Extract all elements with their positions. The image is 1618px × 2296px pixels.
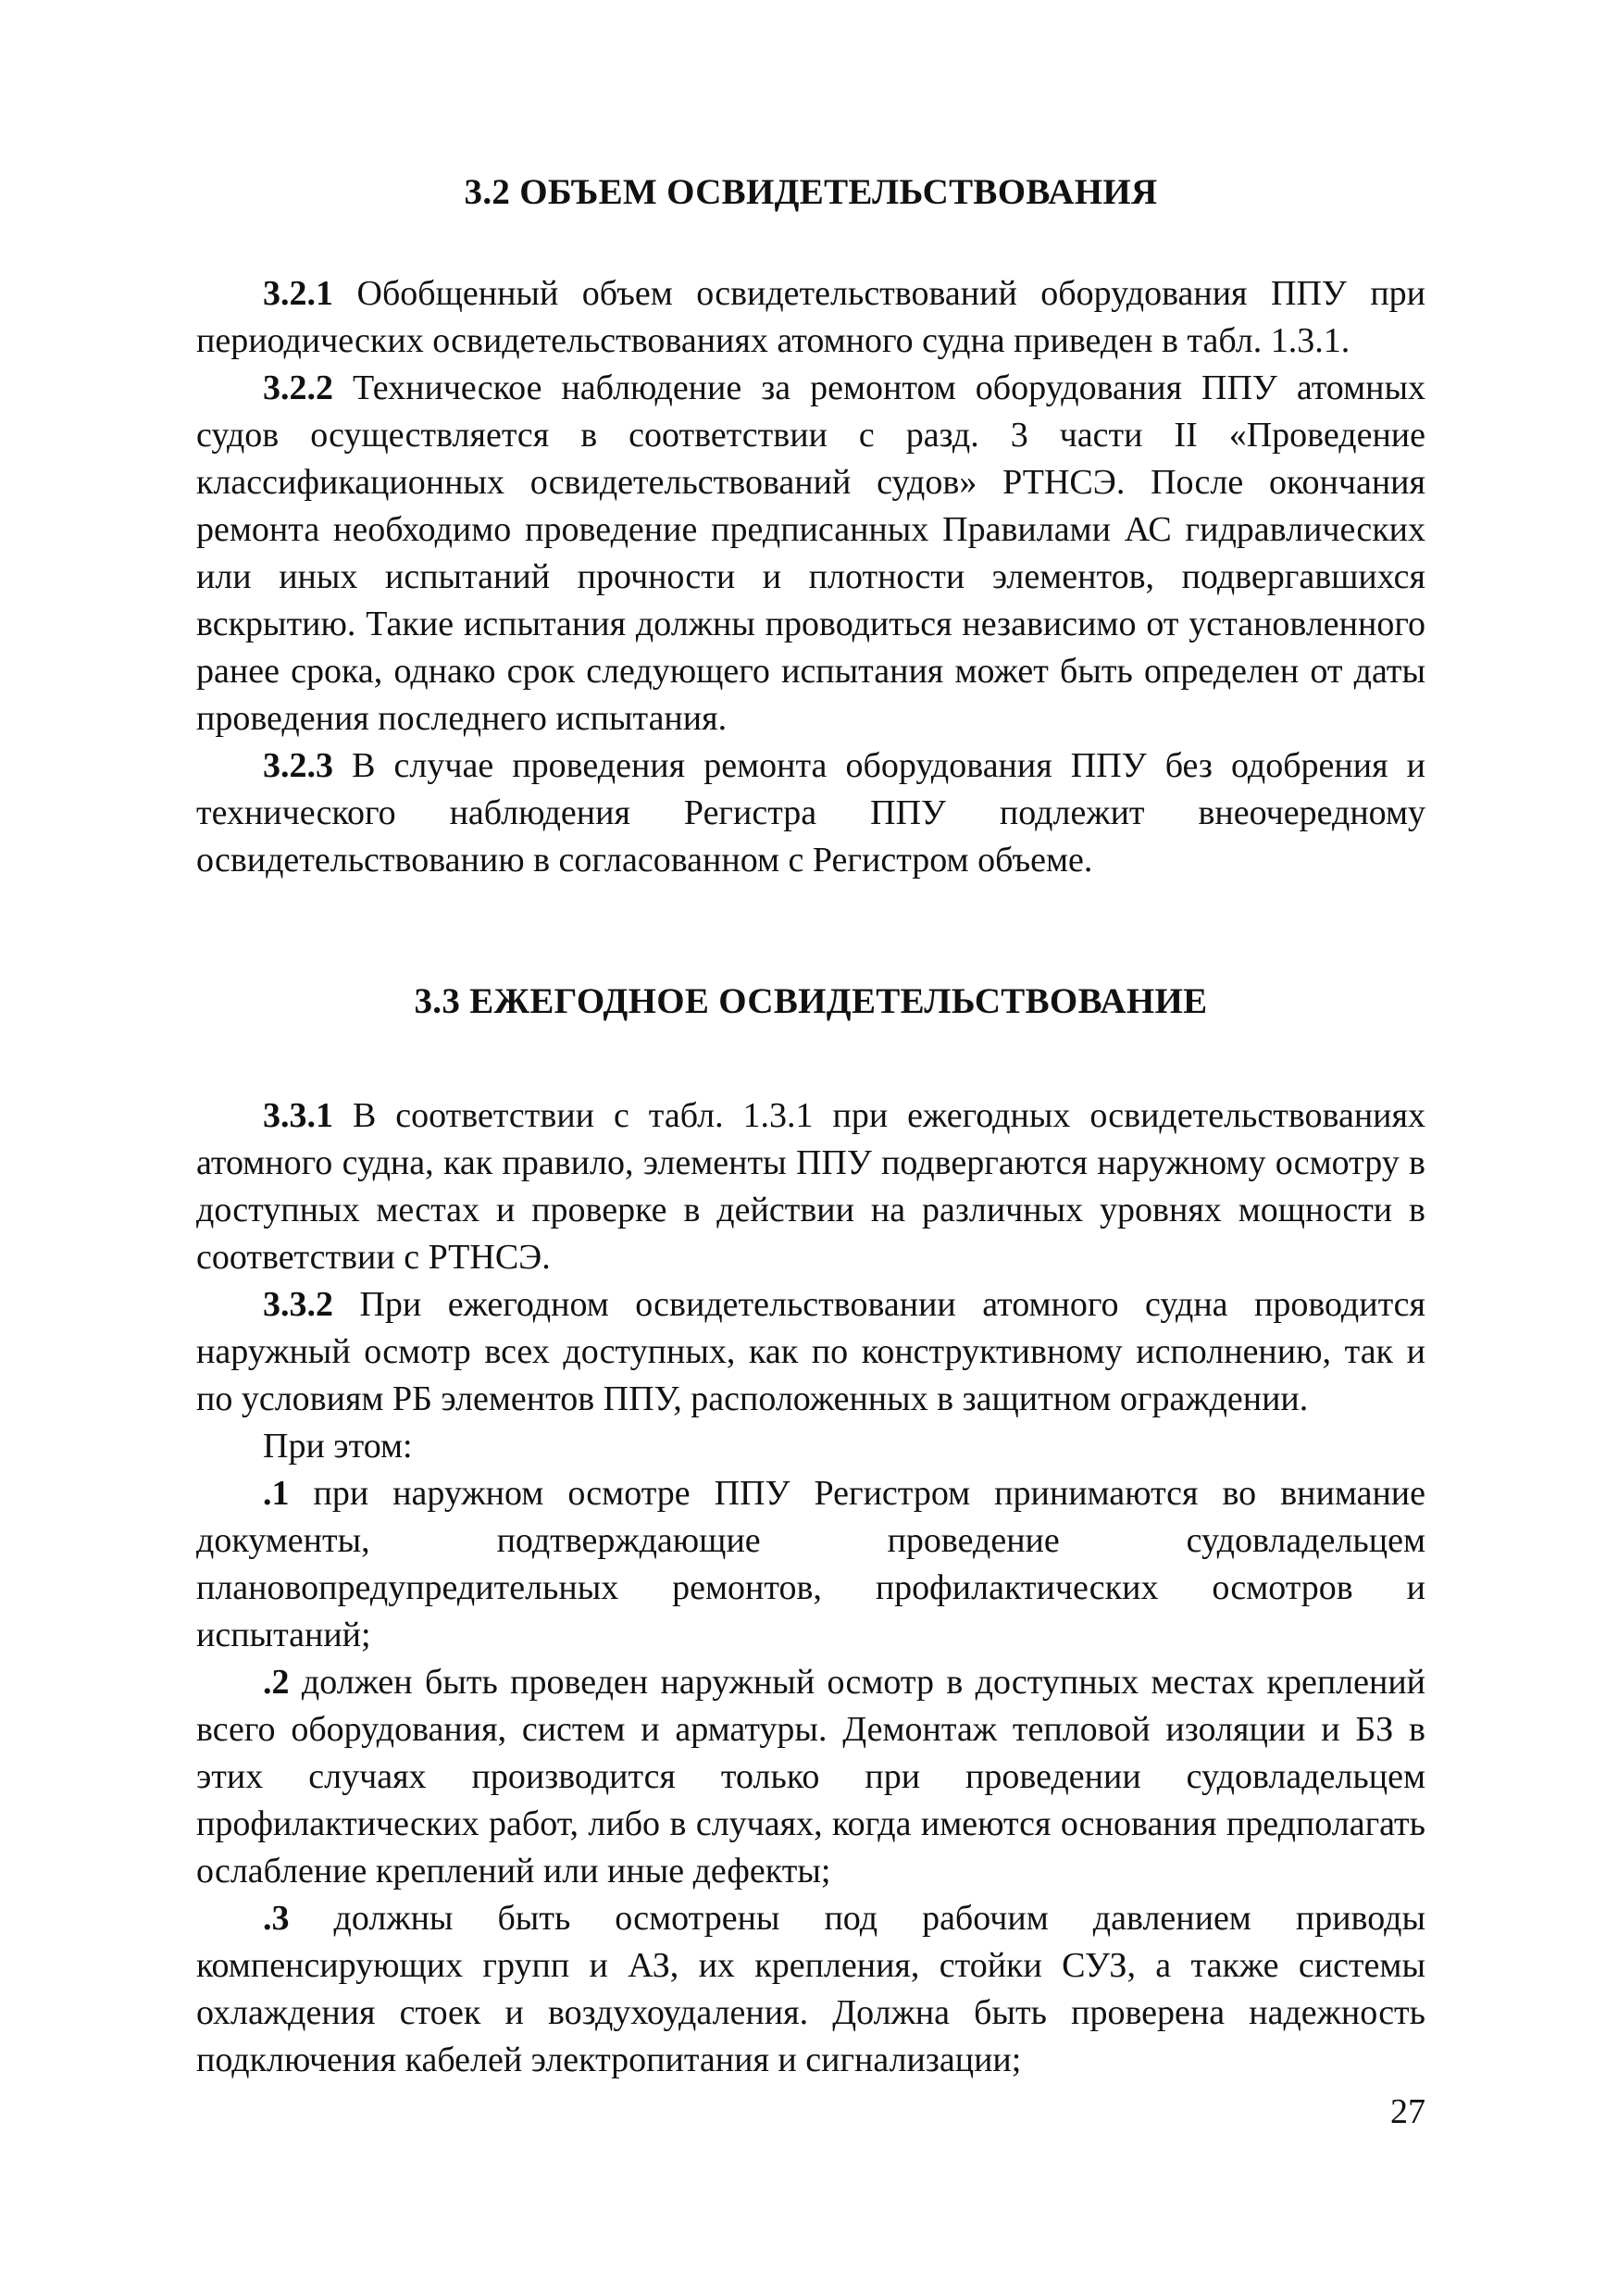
- paragraph-3-3-1: [196, 1092, 1425, 1281]
- paragraph-3-2-1: [196, 270, 1425, 365]
- list-item-3: [196, 1895, 1425, 2084]
- list-item-number: .1: [263, 1474, 290, 1513]
- paragraph-text: При ежегодном освидетельствовании атомного судна проводится наружный осмотр всех доступных, как по конструктивному исполнению, так и по условиям РБ элементов ППУ, расположенных в защитном ограждении.: [196, 1285, 1426, 1418]
- section-3-3-body: [196, 1092, 1425, 2084]
- paragraph-number: 3.2.2: [263, 368, 333, 407]
- paragraph-number: 3.3.2: [263, 1285, 333, 1324]
- list-item-number: .2: [263, 1663, 290, 1702]
- paragraph-3-3-2: [196, 1281, 1425, 1423]
- document-page: [196, 0, 1425, 2296]
- paragraph-text: Техническое наблюдение за ремонтом оборудования ППУ атомных судов осуществляется в соответствии с разд. 3 части II «Проведение классификационных освидетельствований судов» РТНСЭ. После окончания ремонта необходимо проведение предписанных Правилами АС гидравлических или иных испытаний прочности и плотности элементов, подвергавшихся вскрытию. Такие испытания должны проводиться независимо от установленного ранее срока, однако срок следующего испытания может быть определен от даты проведения последнего испытания.: [196, 368, 1426, 738]
- paragraph-text: В случае проведения ремонта оборудования ППУ без одобрения и технического наблюдения Регистра ППУ подлежит внеочередному освидетельствованию в согласованном с Регистром объеме.: [196, 746, 1425, 880]
- list-item-text: должен быть проведен наружный осмотр в доступных местах креплений всего оборудования, систем и арматуры. Демонтаж тепловой изоляции и БЗ в этих случаях производится только при проведении судовладельцем профилактических работ, либо в случаях, когда имеются основания предполагать ослабление креплений или иные дефекты;: [196, 1663, 1425, 1890]
- paragraph-number: 3.2.3: [263, 746, 333, 785]
- paragraph-3-2-2: [196, 365, 1425, 742]
- paragraph-number: 3.3.1: [263, 1096, 333, 1135]
- section-3-2-body: [196, 270, 1425, 884]
- paragraph-text: В соответствии с табл. 1.3.1 при ежегодных освидетельствованиях атомного судна, как правило, элементы ППУ подвергаются наружному осмотру в доступных местах и проверке в действии на различных уровнях мощности в соответствии с РТНСЭ.: [196, 1096, 1425, 1277]
- list-item-text: при наружном осмотре ППУ Регистром принимаются во внимание документы, подтверждающие проведение судовладельцем плановопредупредительных ремонтов, профилактических осмотров и испытаний;: [196, 1474, 1426, 1654]
- section-heading-3-2: 3.2 ОБЪЕМ ОСВИДЕТЕЛЬСТВОВАНИЯ: [464, 172, 1158, 212]
- paragraph-intro: [196, 1423, 1425, 1470]
- list-item-1: [196, 1470, 1425, 1659]
- paragraph-text: Обобщенный объем освидетельствований оборудования ППУ при периодических освидетельствованиях атомного судна приведен в табл. 1.3.1.: [196, 274, 1426, 360]
- list-item-2: [196, 1659, 1425, 1895]
- list-item-number: .3: [263, 1899, 290, 1938]
- paragraph-3-2-3: [196, 742, 1425, 884]
- paragraph-text: При этом:: [263, 1427, 413, 1466]
- section-heading-3-3: 3.3 ЕЖЕГОДНОЕ ОСВИДЕТЕЛЬСТВОВАНИЕ: [414, 981, 1208, 1021]
- paragraph-number: 3.2.1: [263, 274, 333, 313]
- page-number: 27: [1390, 2092, 1425, 2131]
- list-item-text: должны быть осмотрены под рабочим давлением приводы компенсирующих групп и АЗ, их крепления, стойки СУЗ, а также системы охлаждения стоек и воздухоудаления. Должна быть проверена надежность подключения кабелей электропитания и сигнализации;: [196, 1899, 1426, 2079]
